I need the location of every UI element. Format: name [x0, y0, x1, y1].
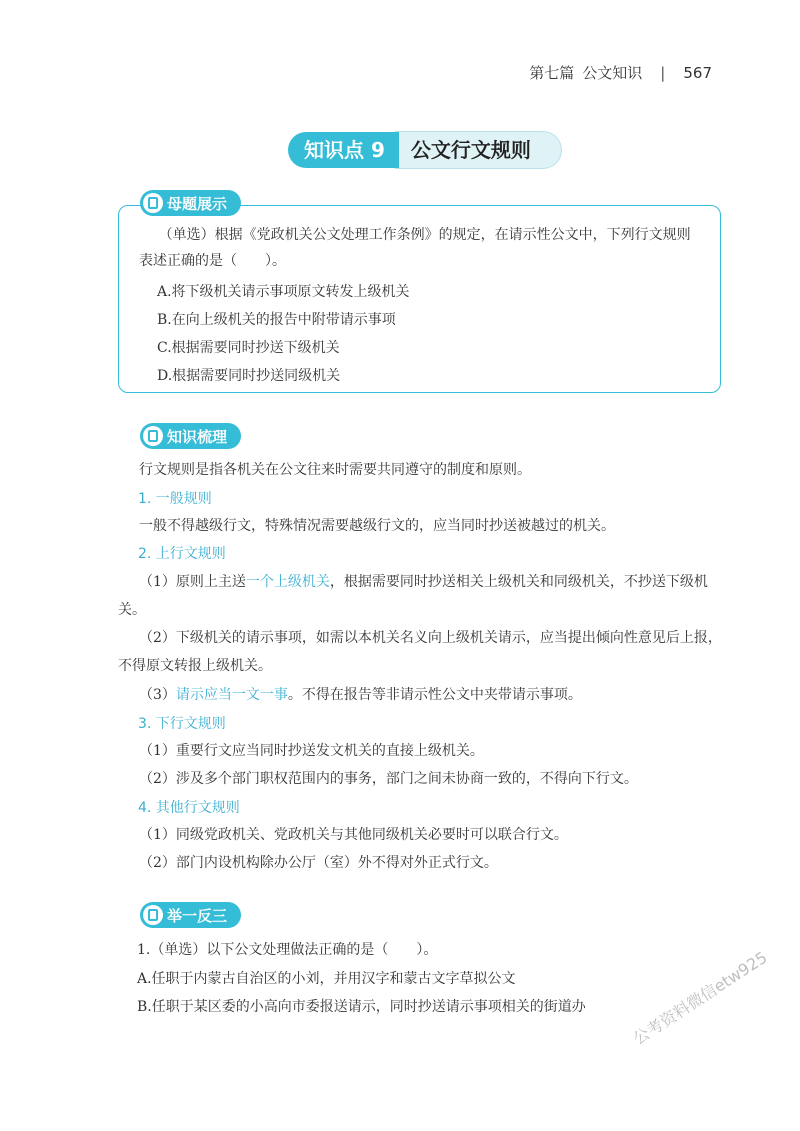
page-number: 567	[683, 63, 712, 82]
header-separator: |	[660, 63, 666, 82]
option-c: C.根据需要同时抄送下级机关	[157, 340, 340, 356]
section-badge-label: 知识梳理	[167, 427, 228, 446]
rule-heading-upward: 2. 上行文规则	[138, 546, 226, 562]
section-badge-mother-question	[140, 190, 241, 216]
option-b: B.在向上级机关的报告中附带请示事项	[157, 312, 396, 328]
section-badge-label: 母题展示	[167, 194, 228, 213]
text-segment: （1）原则上主送	[139, 574, 246, 590]
option-a: A.将下级机关请示事项原文转发上级机关	[157, 284, 410, 300]
section-badge-label: 举一反三	[167, 906, 228, 925]
rule-other-1: （1）同级党政机关、党政机关与其他同级机关必要时可以联合行文。	[139, 827, 568, 843]
book-icon	[143, 426, 163, 446]
rule-other-2: （2）部门内设机构除办公厅（室）外不得对外正式行文。	[139, 855, 498, 871]
text-segment: （3）	[139, 687, 176, 703]
rule-upward-3	[118, 681, 728, 709]
rule-upward-2: （2）下级机关的请示事项，如需以本机关名义向上级机关请示，应当提出倾向性意见后上报，不得原文转报上级机关。	[118, 630, 722, 674]
rule-downward-2: （2）涉及多个部门职权范围内的事务，部门之间未协商一致的，不得向下行文。	[139, 771, 638, 787]
rule-general-text: 一般不得越级行文，特殊情况需要越级行文的，应当同时抄送被越过的机关。	[139, 518, 615, 534]
example-option-a: A.任职于内蒙古自治区的小刘，并用汉字和蒙古文字草拟公文	[137, 971, 516, 987]
camera-icon	[143, 905, 163, 925]
text-segment: 。不得在报告等非请示性公文中夹带请示事项。	[287, 687, 582, 703]
document-icon	[143, 193, 163, 213]
rule-heading-downward: 3. 下行文规则	[138, 716, 226, 732]
text-segment: ，根据需要同时抄送相关上级机关和同级机关，不抄送下级机关。	[118, 574, 708, 618]
highlighted-text: 请示应当一文一事	[175, 687, 288, 703]
section-badge-examples	[140, 902, 241, 928]
knowledge-point-label: 知识点 9	[288, 132, 399, 168]
knowledge-intro: 行文规则是指各机关在公文往来时需要共同遵守的制度和原则。	[139, 462, 531, 478]
rule-heading-general: 1. 一般规则	[138, 491, 212, 507]
page-header	[529, 62, 712, 83]
highlighted-text: 一个上级机关	[245, 574, 330, 590]
question-stem: （单选）根据《党政机关公文处理工作条例》的规定，在请示性公文中，下列行文规则表述正确的是（ ）。	[139, 227, 691, 269]
mother-question-box	[118, 205, 721, 393]
section-badge-knowledge	[140, 423, 241, 449]
rule-heading-other: 4. 其他行文规则	[138, 800, 240, 816]
option-d: D.根据需要同时抄送同级机关	[157, 368, 341, 384]
header-chapter: 公文知识	[582, 64, 643, 82]
header-section: 第七篇	[529, 64, 575, 82]
rule-downward-1: （1）重要行文应当同时抄送发文机关的直接上级机关。	[139, 743, 484, 759]
rule-upward-1	[118, 568, 728, 624]
knowledge-point-text: 公文行文规则	[395, 131, 562, 169]
watermark: 公考资料微信etw925	[629, 947, 771, 1049]
example-option-b: B.任职于某区委的小高向市委报送请示，同时抄送请示事项相关的街道办	[137, 999, 586, 1015]
knowledge-point-title	[288, 130, 562, 170]
example-question-1: 1.（单选）以下公文处理做法正确的是（ ）。	[137, 942, 438, 958]
